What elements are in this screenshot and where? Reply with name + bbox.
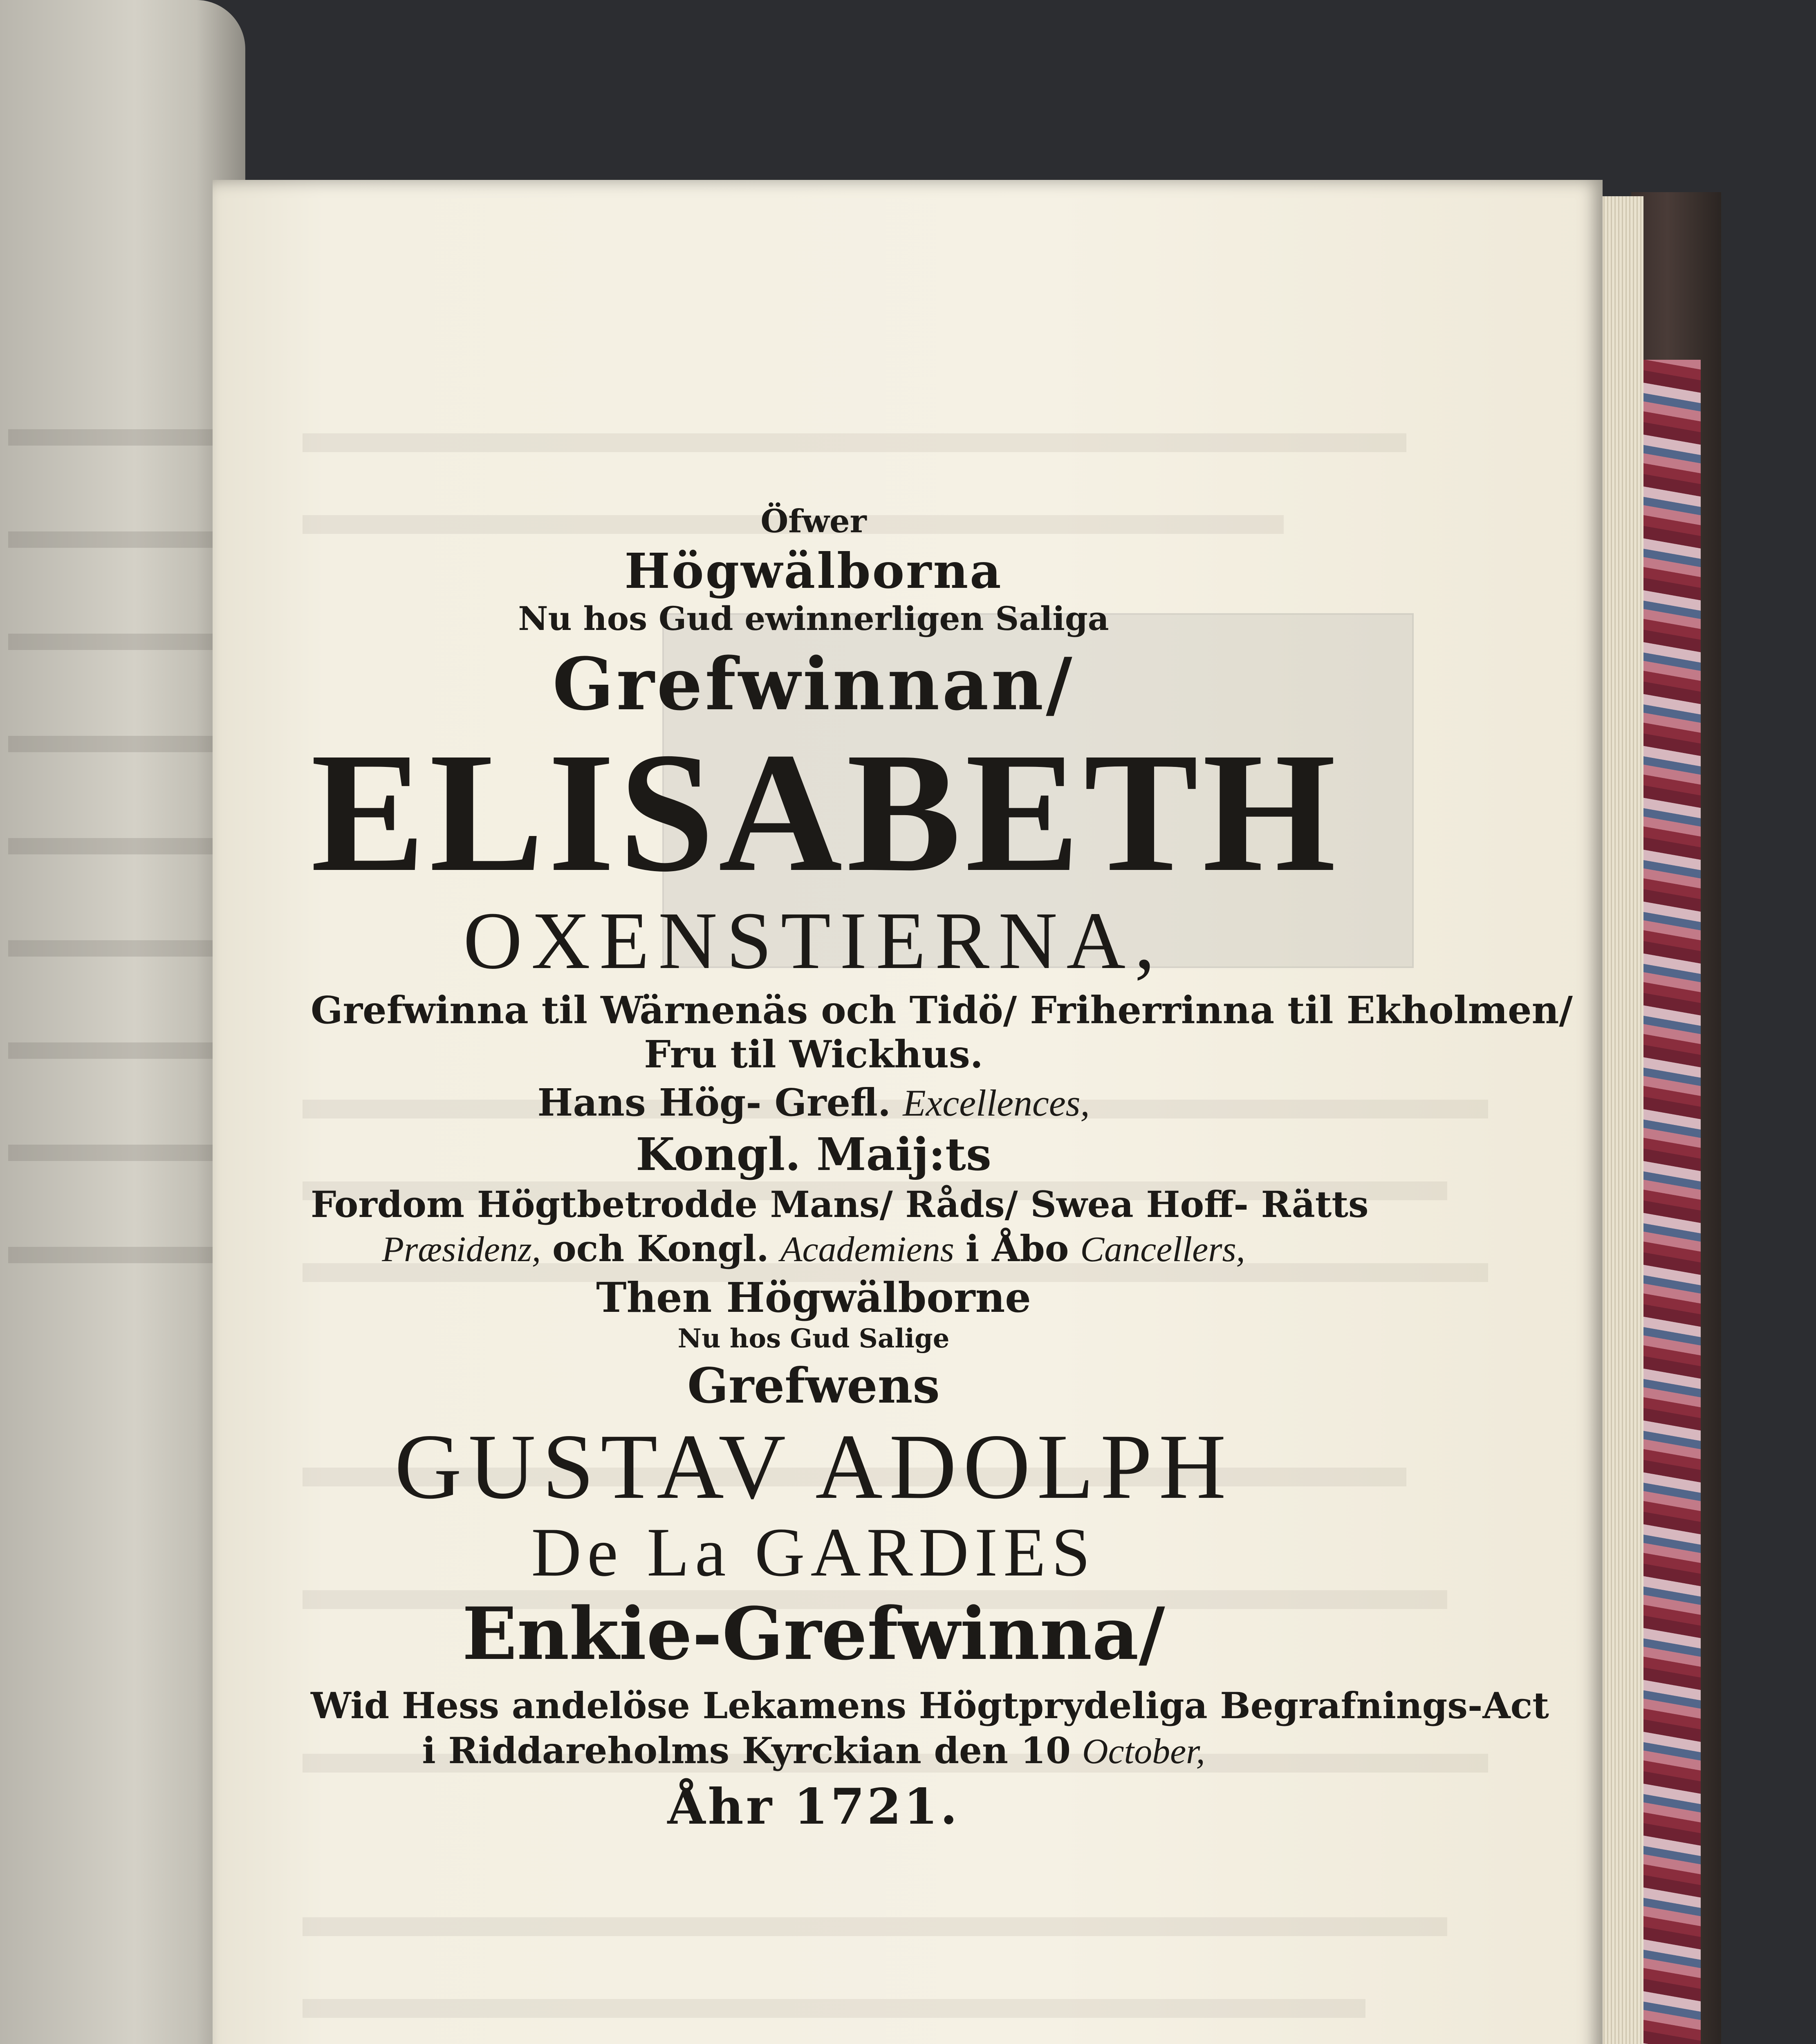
title-line-praesidenz [311,1227,1316,1270]
title-line-fordom: Fordom Högtbetrodde Mans/ Råds/ Swea Hoff- Rätts [311,1183,1369,1226]
ghost-text-line [8,940,221,957]
hans-hog-grefl: Hans Hög- Grefl. [537,1080,891,1125]
title-line-nu-hos-gud: Nu hos Gud Salige [677,1323,950,1354]
i-abo-text: i Åbo [965,1227,1069,1270]
och-kongl-text: och Kongl. [552,1227,769,1270]
title-line-year: Åhr 1721. [667,1777,960,1836]
title-line-grefwinna: Grefwinna til Wärnenäs och Tidö/ Friherrinna til Ekholmen/ [311,988,1573,1032]
ghost-text-line [8,838,221,854]
show-through-line [303,1999,1365,2018]
left-page [0,0,245,2044]
ghost-text-line [8,1042,221,1059]
title-line-begrafnings: Wid Hess andelöse Lekamens Högtprydeliga Begrafnings-Act [311,1684,1549,1727]
name-de-la-gardies: De La GARDIES [531,1514,1096,1591]
october-text: October, [1082,1731,1205,1771]
academiens-text: Academiens [780,1230,954,1269]
title-line-then-hogwalborne: Then Högwälborne [596,1273,1031,1322]
excellences-text: Excellences, [903,1082,1090,1124]
title-line-excellences [311,1080,1316,1125]
ghost-text-line [8,736,221,752]
show-through-line [303,433,1406,452]
title-line-grefwens: Grefwens [687,1357,940,1414]
title-line-kongl: Kongl. Maij:ts [636,1128,991,1181]
ghost-text-line [8,634,221,650]
title-text-block [311,503,1573,1836]
title-line-fru: Fru til Wickhus. [644,1032,983,1076]
heading-hogwalborna: Högwälborna [624,542,1003,599]
ghost-text-line [8,429,221,446]
praesidenz-text: Præsidenz, [382,1230,541,1269]
name-oxenstierna: OXENSTIERNA, [463,896,1164,986]
cancellers-text: Cancellers, [1080,1230,1245,1269]
subheading-saliga: Nu hos Gud ewinnerligen Saliga [518,599,1109,638]
ghost-text-line [8,1145,221,1161]
title-line-enkie-grefwinna: Enkie-Grefwinna/ [462,1591,1165,1676]
name-elisabeth: ELISABETH [311,717,1340,907]
title-line-riddareholms [311,1729,1316,1772]
ghost-text-line [8,1247,221,1263]
show-through-line [303,1917,1447,1936]
ghost-text-line [8,531,221,548]
riddareholms-text: i Riddareholms Kyrckian den 10 [422,1729,1071,1772]
heading-over: Öfwer [760,503,867,540]
name-gustav-adolph: GUSTAV ADOLPH [394,1415,1233,1518]
heading-grefwinnan: Grefwinnan/ [552,642,1075,726]
